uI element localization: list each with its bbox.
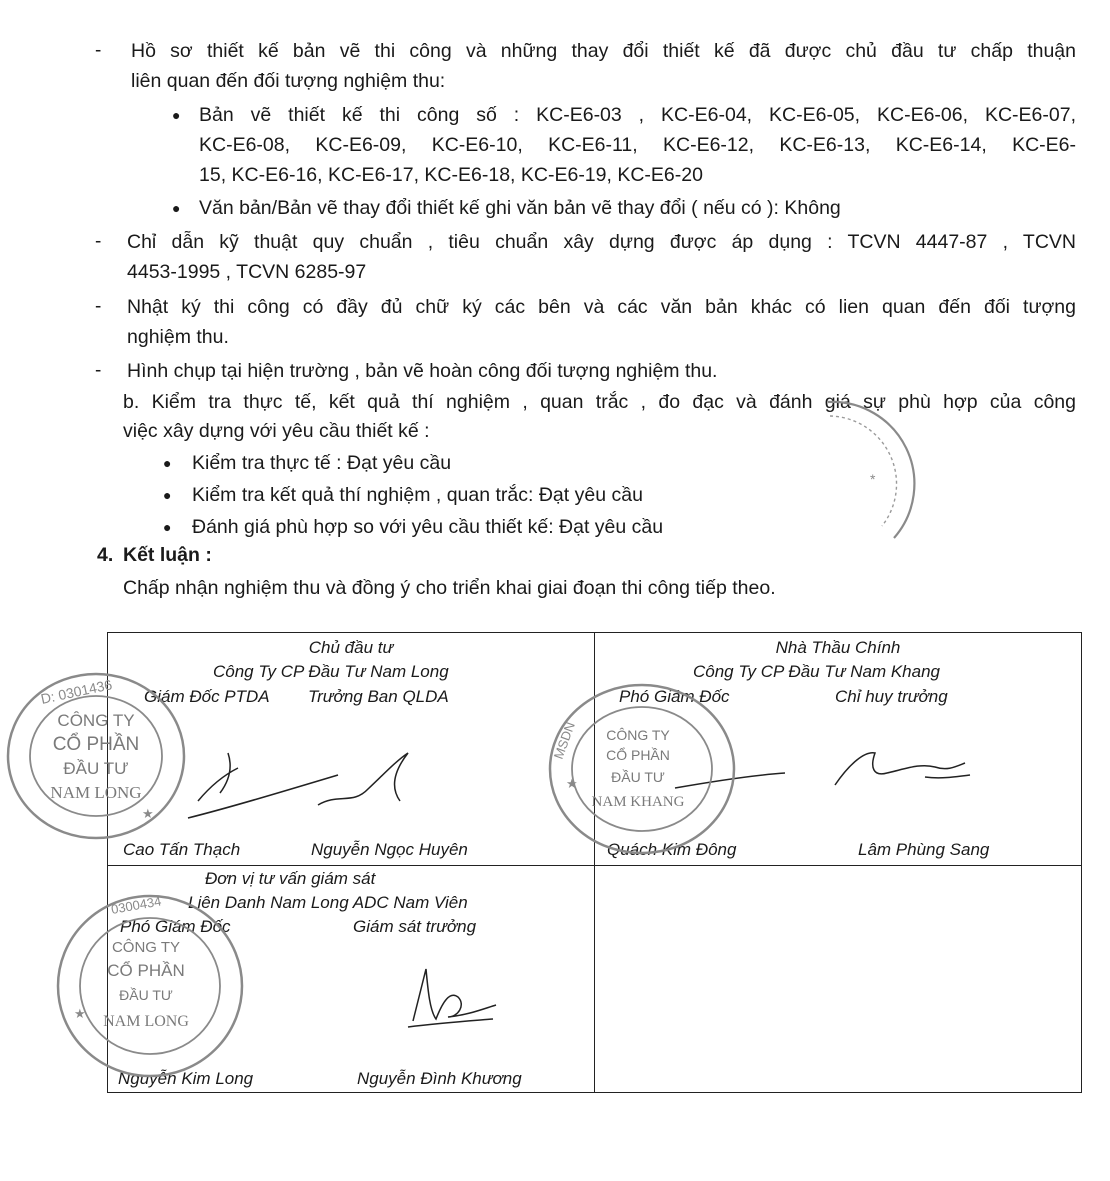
conclusion-text: Chấp nhận nghiệm thu và đồng ý cho triển khai giai đoạn thi công tiếp theo.: [123, 577, 776, 599]
owner-signatures-icon: [168, 713, 508, 833]
check-item: Kiểm tra kết quả thí nghiệm , quan trắc: Đạt yêu cầu: [192, 484, 643, 506]
svg-text:*: *: [870, 471, 876, 487]
supervisor-name-right: Nguyễn Đình Khương: [357, 1069, 522, 1088]
drawings-line1: Bản vẽ thiết kế thi công số : KC-E6-03 , KC-E6-04, KC-E6-05, KC-E6-06, KC-E6-07,: [199, 104, 1076, 126]
contractor-name-left: Quách Kim Đông: [607, 840, 737, 859]
owner-title-left: Giám Đốc PTDA: [144, 687, 270, 706]
supervisor-stamp-line1: CÔNG TY: [111, 939, 181, 956]
design-docs-line1: Hồ sơ thiết kế bản vẽ thi công và những thay đổi thiết kế đã được chủ đầu tư chấp thuận: [131, 40, 1076, 62]
drawings-line2: KC-E6-08, KC-E6-09, KC-E6-10, KC-E6-11, KC-E6-12, KC-E6-13, KC-E6-14, KC-E6-: [199, 134, 1076, 156]
contractor-stamp-line1: CÔNG TY: [606, 727, 670, 743]
supervisor-title-left: Phó Giám Đốc: [120, 917, 231, 936]
check-item: Đánh giá phù hợp so với yêu cầu thiết kế: Đạt yêu cầu: [192, 516, 664, 538]
check-b-line2: việc xây dựng với yêu cầu thiết kế :: [123, 420, 430, 442]
bullet-dot: ●: [163, 519, 172, 535]
owner-stamp-ring: D: 0301436: [39, 676, 114, 707]
diary-line2: nghiệm thu.: [127, 326, 229, 348]
contractor-title-left: Phó Giám Đốc: [619, 687, 730, 706]
standards-line2: 4453-1995 , TCVN 6285-97: [127, 261, 367, 283]
supervisor-signature-icon: [388, 961, 508, 1036]
supervisor-stamp-line4: NAM LONG: [103, 1013, 189, 1030]
diary-line1: Nhật ký thi công có đầy đủ chữ ký các bên và các văn bản khác có lien quan đến đối tượng: [127, 296, 1076, 318]
bullet-dot: ●: [163, 455, 172, 471]
owner-stamp-line3: ĐẦU TƯ: [63, 759, 129, 778]
owner-name-right: Nguyễn Ngọc Huyên: [311, 840, 468, 859]
svg-text:★: ★: [566, 776, 578, 791]
check-item: Kiểm tra thực tế : Đạt yêu cầu: [192, 452, 452, 474]
owner-company-stamp-icon: [2, 668, 190, 844]
owner-stamp-line2: CỔ PHẦN: [52, 734, 140, 755]
supervisor-stamp-line3: ĐẦU TƯ: [119, 987, 173, 1003]
photos-line: Hình chụp tại hiện trường , bản vẽ hoàn công đối tượng nghiệm thu.: [127, 360, 718, 382]
list-dash: -: [95, 40, 102, 61]
list-dash: -: [95, 231, 102, 252]
bullet-dot: ●: [163, 487, 172, 503]
contractor-company-stamp-icon: [542, 680, 742, 858]
svg-text:★: ★: [142, 806, 154, 821]
drawings-line3: 15, KC-E6-16, KC-E6-17, KC-E6-18, KC-E6-19, KC-E6-20: [199, 164, 703, 186]
owner-stamp-line4: NAM LONG: [50, 783, 142, 802]
owner-name-left: Cao Tấn Thạch: [123, 840, 241, 859]
list-dash: -: [95, 296, 102, 317]
partial-stamp-icon: [808, 388, 918, 558]
supervisor-role: Đơn vị tư vấn giám sát: [205, 869, 376, 888]
owner-title-right: Trưởng Ban QLDA: [308, 687, 449, 706]
design-docs-line2: liên quan đến đối tượng nghiệm thu:: [131, 70, 446, 92]
contractor-stamp-line4: NAM KHANG: [591, 794, 685, 810]
svg-text:★: ★: [74, 1006, 86, 1021]
supervisor-company-stamp-icon: [50, 888, 250, 1084]
contractor-role: Nhà Thầu Chính: [775, 638, 901, 657]
contractor-stamp-line2: CỔ PHẦN: [606, 747, 670, 763]
design-changes: Văn bản/Bản vẽ thay đổi thiết kế ghi văn bản vẽ thay đổi ( nếu có ): Không: [199, 197, 841, 219]
supervisor-stamp-ring: 0300434: [109, 893, 163, 917]
supervisor-company: Liên Danh Nam Long ADC Nam Viên: [188, 893, 468, 912]
conclusion-heading: Kết luận :: [123, 544, 212, 566]
check-b-line1: b. Kiểm tra thực tế, kết quả thí nghiệm , quan trắc , đo đạc và đánh giá sự phù hợp của công: [123, 391, 1076, 413]
contractor-stamp-line3: ĐẦU TƯ: [611, 769, 665, 785]
owner-stamp-line1: CÔNG TY: [57, 711, 135, 730]
supervisor-title-right: Giám sát trưởng: [353, 917, 477, 936]
bullet-dot: ●: [172, 107, 181, 123]
conclusion-number: 4.: [97, 544, 114, 566]
list-dash: -: [95, 360, 102, 381]
supervisor-stamp-line2: CỔ PHẦN: [107, 961, 185, 980]
standards-line1: Chỉ dẫn kỹ thuật quy chuẩn , tiêu chuẩn xây dựng được áp dụng : TCVN 4447-87 , TCVN: [127, 231, 1076, 253]
empty-cell: [595, 866, 1082, 1093]
owner-role: Chủ đầu tư: [308, 638, 394, 657]
contractor-title-right: Chỉ huy trưởng: [835, 687, 948, 706]
owner-company: Công Ty CP Đầu Tư Nam Long: [213, 662, 449, 681]
contractor-company: Công Ty CP Đầu Tư Nam Khang: [693, 662, 940, 681]
contractor-name-right: Lâm Phùng Sang: [858, 840, 990, 859]
contractor-stamp-ring: MSDN: [550, 719, 578, 762]
bullet-dot: ●: [172, 200, 181, 216]
supervisor-name-left: Nguyễn Kim Long: [118, 1069, 254, 1088]
